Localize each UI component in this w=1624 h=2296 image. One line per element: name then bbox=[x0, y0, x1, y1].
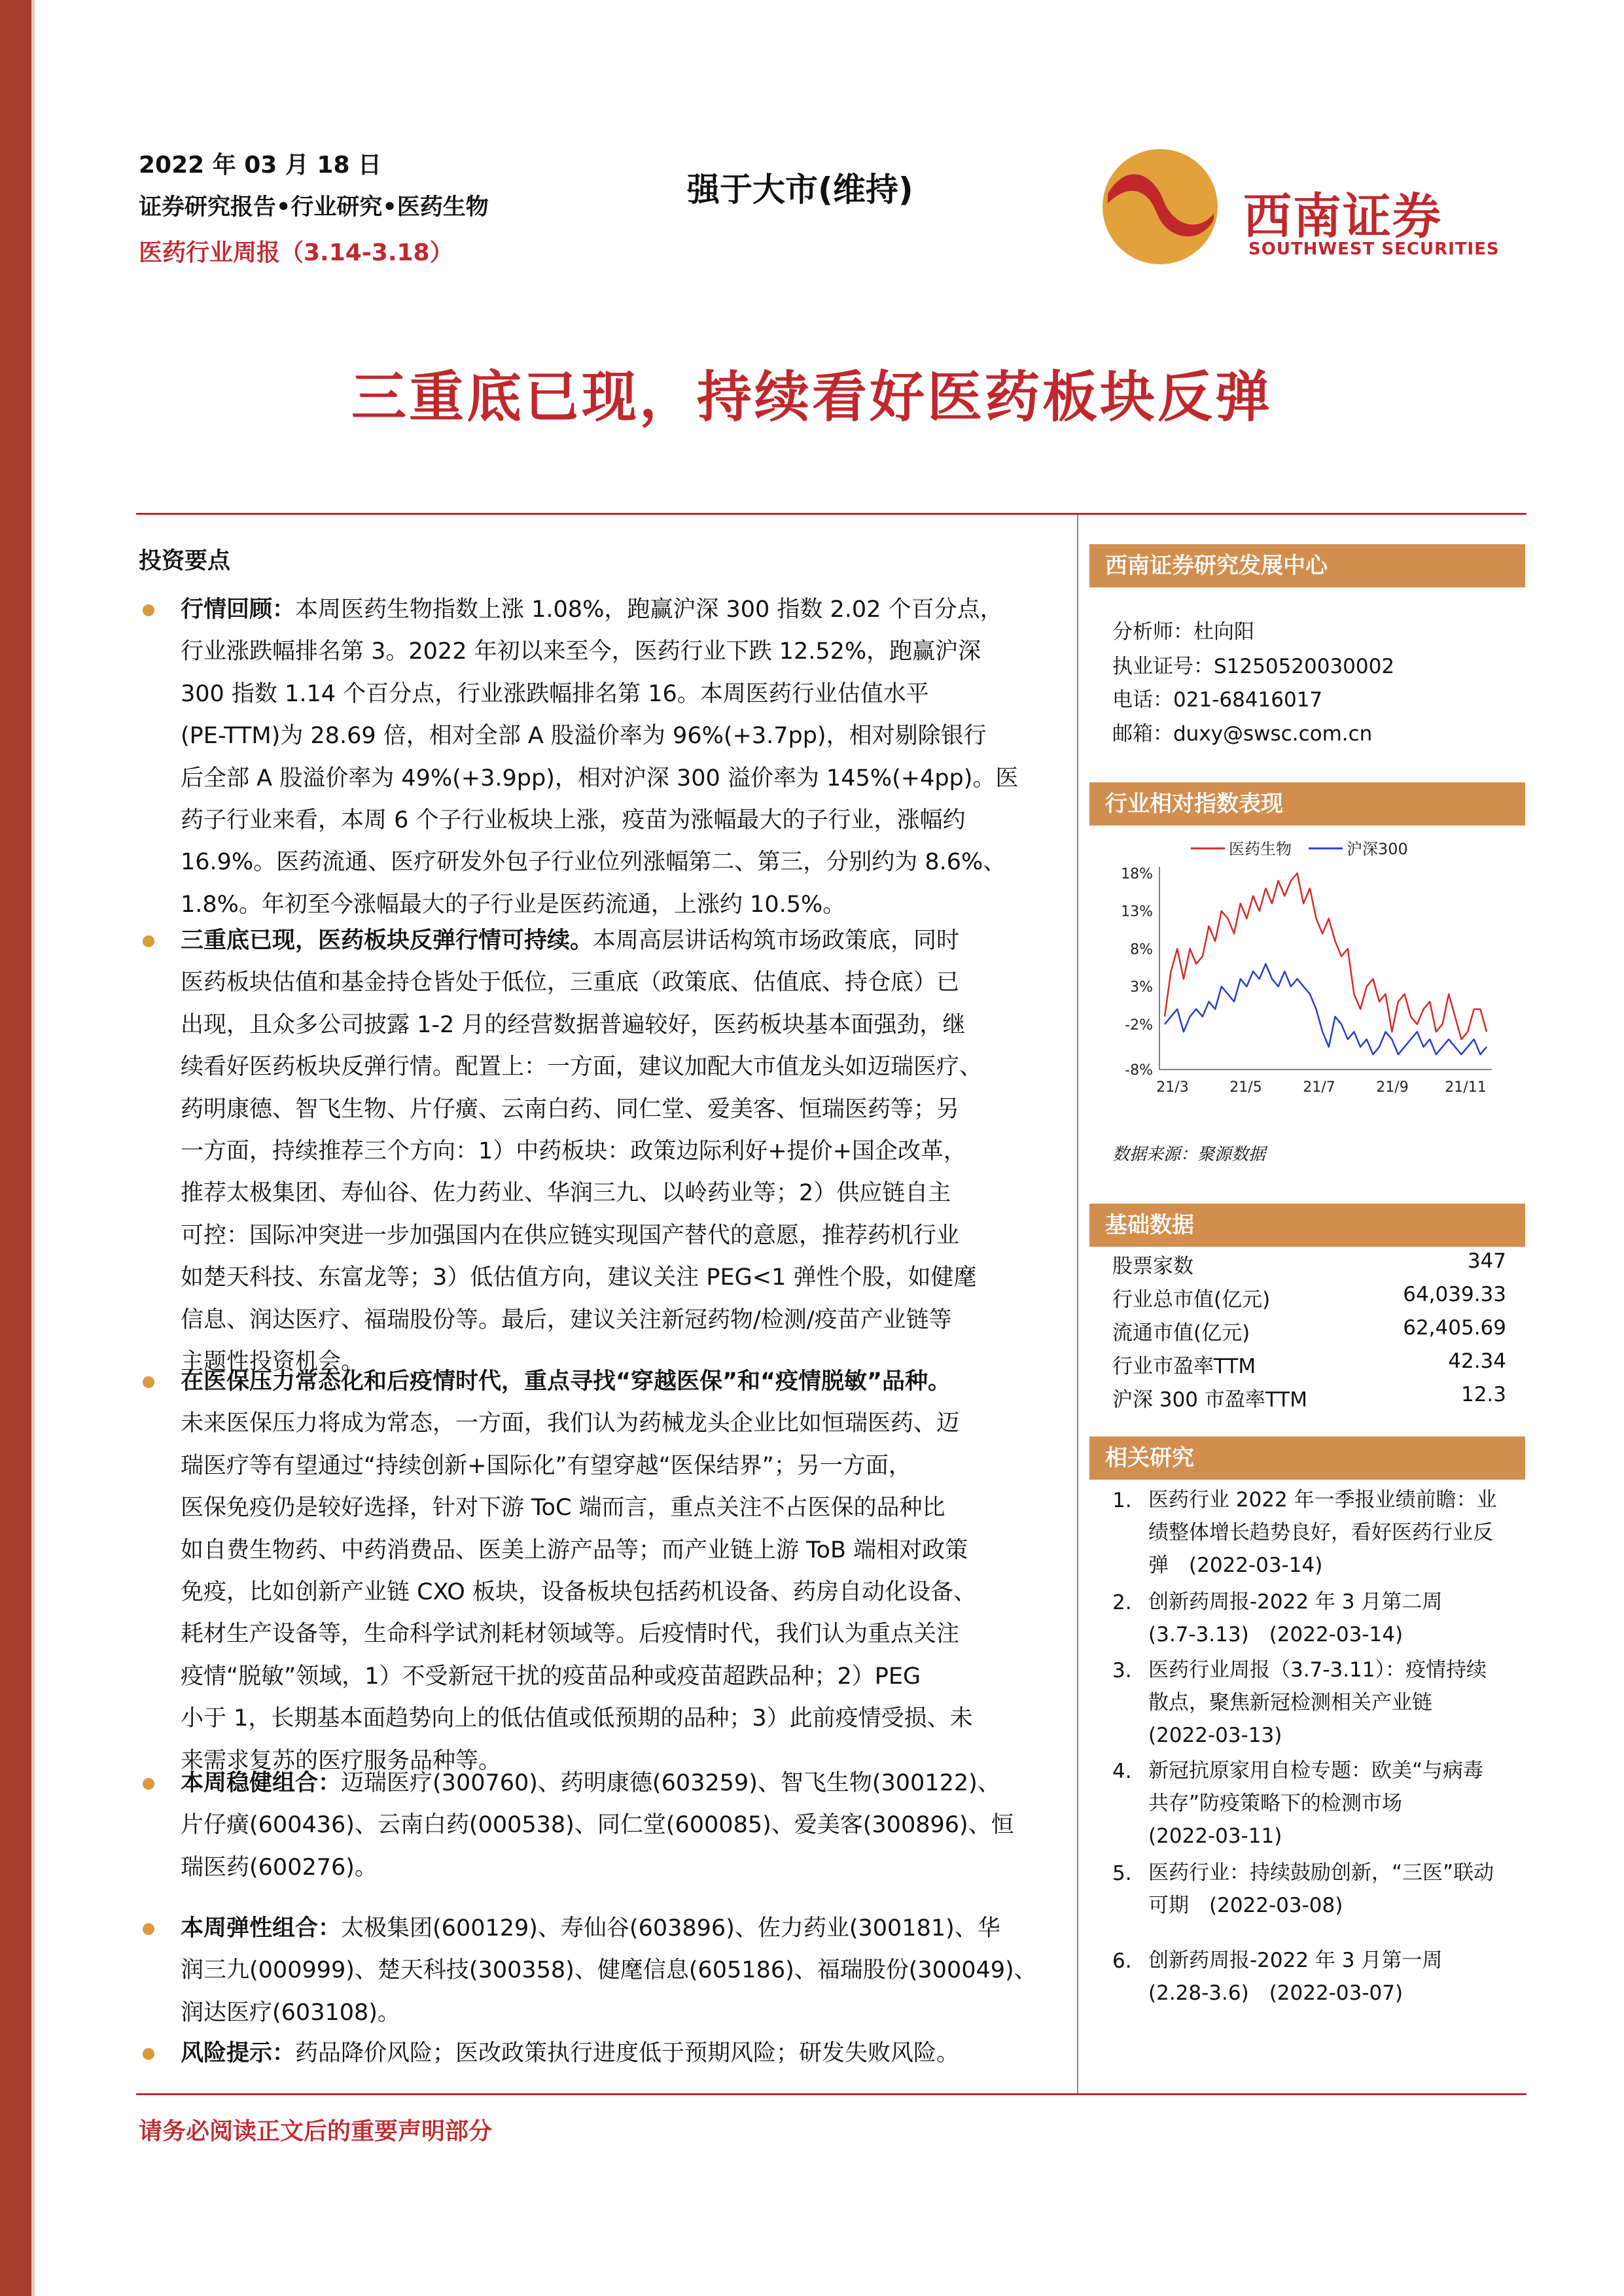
y-tick-label: -8% bbox=[1125, 1062, 1153, 1079]
company-logo-icon bbox=[1101, 148, 1219, 266]
report-type: 证券研究报告•行业研究•医药生物 bbox=[139, 194, 489, 220]
invest-label: 风险提示： bbox=[181, 2040, 296, 2066]
invest-line bbox=[181, 1571, 1057, 1613]
chart-source: 数据来源：聚源数据 bbox=[1112, 1145, 1266, 1164]
related-link[interactable]: 创新药周报-2022 年 3 月第二周 bbox=[1148, 1590, 1443, 1614]
related-link[interactable]: 弹 (2022-03-14) bbox=[1148, 1554, 1323, 1577]
column-divider bbox=[1077, 515, 1078, 2095]
basic-data-label: 沪深 300 市盈率TTM bbox=[1112, 1388, 1307, 1412]
invest-line bbox=[181, 1361, 1057, 1402]
invest-text: 本周高层讲话构筑市场政策底，同时 bbox=[593, 928, 960, 954]
invest-heading: 投资要点 bbox=[139, 548, 231, 574]
invest-text: 主题性投资机会。 bbox=[181, 1349, 364, 1375]
bullet-icon bbox=[143, 1923, 154, 1935]
x-tick-label: 21/5 bbox=[1229, 1079, 1262, 1096]
invest-line bbox=[181, 1847, 1057, 1888]
invest-line bbox=[181, 1402, 1057, 1444]
invest-text: 药品降价风险；医改政策执行进度低于预期风险；研发失败风险。 bbox=[295, 2040, 960, 2066]
invest-text: 1.8%。年初至今涨幅最大的子行业是医药流通，上涨约 10.5%。 bbox=[181, 891, 846, 918]
invest-line bbox=[181, 757, 1057, 799]
invest-text: 一方面，持续推荐三个方向：1）中药板块：政策边际利好+提价+国企改革， bbox=[181, 1138, 966, 1164]
related-link[interactable]: 医药行业：持续鼓励创新，“三医”联动 bbox=[1148, 1861, 1494, 1885]
invest-text: 耗材生产设备等，生命科学试剂耗材领域等。后疫情时代，我们认为重点关注 bbox=[181, 1621, 960, 1648]
rating: 强于大市(维持) bbox=[687, 171, 913, 209]
series-line-0 bbox=[1165, 873, 1487, 1039]
invest-text: 可控：国际冲突进一步加强国内在供应链实现国产替代的意愿，推荐药机行业 bbox=[181, 1222, 960, 1249]
invest-line bbox=[181, 1656, 1057, 1697]
invest-label: 本周稳健组合： bbox=[181, 1770, 342, 1796]
related-research-heading: 相关研究 bbox=[1089, 1436, 1525, 1480]
y-tick-label: 13% bbox=[1121, 903, 1153, 920]
invest-label: 本周弹性组合： bbox=[181, 1915, 342, 1941]
title-divider bbox=[136, 513, 1527, 515]
invest-text: 太极集团(600129)、寿仙谷(603896)、佐力药业(300181)、华 bbox=[341, 1915, 1000, 1941]
related-link[interactable]: 绩整体增长趋势良好，看好医药行业反 bbox=[1148, 1521, 1493, 1544]
basic-data-label: 行业总市值(亿元) bbox=[1112, 1288, 1271, 1312]
related-link[interactable]: (3.7-3.13) (2022-03-14) bbox=[1148, 1623, 1403, 1646]
invest-text: 推荐太极集团、寿仙谷、佐力药业、华润三九、以岭药业等；2）供应链自主 bbox=[181, 1180, 951, 1207]
invest-text: 未来医保压力将成为常态，一方面，我们认为药械龙头企业比如恒瑞医药、迈 bbox=[181, 1410, 960, 1437]
invest-line bbox=[181, 1046, 1057, 1088]
invest-line bbox=[181, 1697, 1057, 1739]
index-chart-heading: 行业相对指数表现 bbox=[1089, 782, 1525, 826]
invest-text: 300 指数 1.14 个百分点，行业涨跌幅排名第 16。本周医药行业估值水平 bbox=[181, 680, 929, 707]
related-link[interactable]: 新冠抗原家用自检专题：欧美“与病毒 bbox=[1148, 1759, 1484, 1783]
legend-label: 沪深300 bbox=[1347, 840, 1408, 858]
invest-text: 瑞医药(600276)。 bbox=[181, 1854, 378, 1881]
related-link[interactable]: 散点，聚焦新冠检测相关产业链 bbox=[1148, 1691, 1432, 1714]
invest-line bbox=[181, 1487, 1057, 1529]
invest-text: 疫情“脱敏”领域，1）不受新冠干扰的疫苗品种或疫苗超跌品种；2）PEG bbox=[181, 1663, 921, 1690]
license-number: 执业证号：S1250520030002 bbox=[1112, 655, 1395, 678]
related-number: 2. bbox=[1112, 1591, 1132, 1614]
invest-text: 如自费生物药、中药消费品、医美上游产品等；而产业链上游 ToB 端相对政策 bbox=[181, 1537, 968, 1563]
related-link[interactable]: 医药行业周报（3.7-3.11）：疫情持续 bbox=[1148, 1658, 1487, 1682]
y-tick-label: 8% bbox=[1130, 941, 1153, 958]
invest-text: 16.9%。医药流通、医疗研发外包子行业位列涨幅第二、第三，分别约为 8.6%、 bbox=[181, 849, 1006, 876]
invest-line bbox=[181, 1088, 1057, 1130]
basic-data-value: 347 bbox=[1467, 1249, 1506, 1273]
invest-text: 如楚天科技、东富龙等；3）低估值方向，建议关注 PEG<1 弹性个股，如健麾 bbox=[181, 1264, 977, 1291]
invest-line bbox=[181, 1257, 1057, 1298]
related-number: 5. bbox=[1112, 1862, 1132, 1885]
invest-text: 药子行业来看，本周 6 个子行业板块上涨，疫苗为涨幅最大的子行业，涨幅约 bbox=[181, 807, 966, 833]
invest-line bbox=[181, 1907, 1057, 1949]
invest-text: 瑞医疗等有望通过“持续创新+国际化”有望穿越“医保结界”；另一方面， bbox=[181, 1452, 911, 1479]
related-link[interactable]: (2022-03-13) bbox=[1148, 1724, 1282, 1747]
x-tick-label: 21/11 bbox=[1445, 1079, 1487, 1096]
invest-text: 药明康德、智飞生物、片仔癀、云南白药、同仁堂、爱美客、恒瑞医药等；另 bbox=[181, 1096, 960, 1122]
invest-text: 出现，且众多公司披露 1-2 月的经营数据普遍较好，医药板块基本面强劲，继 bbox=[181, 1011, 966, 1038]
invest-text: 医保免疫仍是较好选择，针对下游 ToC 端而言，重点关注不占医保的品种比 bbox=[181, 1495, 945, 1522]
basic-data-value: 42.34 bbox=[1448, 1349, 1506, 1373]
related-link[interactable]: 共存”防疫策略下的检测市场 bbox=[1148, 1792, 1403, 1815]
report-title: 三重底已现，持续看好医药板块反弹 bbox=[351, 365, 1273, 429]
basic-data-label: 流通市值(亿元) bbox=[1112, 1321, 1250, 1345]
legend-label: 医药生物 bbox=[1229, 840, 1292, 858]
invest-line bbox=[181, 1613, 1057, 1655]
basic-data-value: 12.3 bbox=[1460, 1383, 1506, 1406]
invest-line bbox=[181, 1299, 1057, 1341]
invest-line bbox=[181, 2032, 1057, 2074]
basic-data-value: 64,039.33 bbox=[1403, 1283, 1506, 1306]
research-center-heading: 西南证券研究发展中心 bbox=[1089, 544, 1525, 587]
invest-line bbox=[181, 920, 1057, 962]
bullet-icon bbox=[143, 1778, 154, 1790]
invest-text: 医药板块估值和基金持仓皆处于低位，三重底（政策底、估值底、持仓底）已 bbox=[181, 969, 960, 996]
invest-line bbox=[181, 1445, 1057, 1487]
invest-line bbox=[181, 1130, 1057, 1172]
analyst: 分析师：杜向阳 bbox=[1112, 620, 1254, 644]
invest-text: 润达医疗(603108)。 bbox=[181, 1999, 400, 2026]
invest-text: 润三九(000999)、楚天科技(300358)、健麾信息(605186)、福瑞股份(300049)、 bbox=[181, 1957, 1037, 1984]
bullet-icon bbox=[143, 604, 154, 616]
invest-text: 行业涨跌幅排名第 3。2022 年初以来至今，医药行业下跌 12.52%，跑赢沪深 bbox=[181, 638, 981, 665]
invest-line bbox=[181, 1004, 1057, 1046]
invest-line bbox=[181, 962, 1057, 1003]
report-date: 2022 年 03 月 18 日 bbox=[139, 152, 382, 179]
invest-line bbox=[181, 715, 1057, 757]
related-number: 4. bbox=[1112, 1760, 1132, 1783]
company-name-cn: 西南证券 bbox=[1243, 188, 1442, 245]
series-line-1 bbox=[1165, 964, 1487, 1054]
company-name-en: SOUTHWEST SECURITIES bbox=[1248, 239, 1500, 259]
related-link[interactable]: 可期 (2022-03-08) bbox=[1148, 1894, 1343, 1917]
invest-text: 后全部 A 股溢价率为 49%(+3.9pp)，相对沪深 300 溢价率为 145%(+4pp)。医 bbox=[181, 765, 1019, 791]
invest-text: 本周医药生物指数上涨 1.08%，跑赢沪深 300 指数 2.02 个百分点， bbox=[295, 597, 1003, 623]
invest-line bbox=[181, 1992, 1057, 2034]
invest-text: 片仔癀(600436)、云南白药(000538)、同仁堂(600085)、爱美客(300896)、恒 bbox=[181, 1812, 1014, 1839]
weekly-label: 医药行业周报（3.14-3.18） bbox=[139, 239, 453, 266]
basic-data-label: 股票家数 bbox=[1112, 1255, 1193, 1278]
invest-line bbox=[181, 799, 1057, 841]
bullet-icon bbox=[143, 1376, 154, 1388]
relative-index-chart bbox=[1112, 834, 1505, 1122]
related-link[interactable]: 医药行业 2022 年一季报业绩前瞻：业 bbox=[1148, 1488, 1497, 1512]
y-tick-label: -2% bbox=[1125, 1017, 1153, 1034]
basic-data-value: 62,405.69 bbox=[1403, 1316, 1506, 1340]
invest-line bbox=[181, 1804, 1057, 1846]
invest-line bbox=[181, 841, 1057, 883]
invest-label: 三重底已现，医药板块反弹行情可持续。 bbox=[181, 928, 593, 954]
x-tick-label: 21/9 bbox=[1376, 1079, 1409, 1096]
invest-text: 续看好医药板块反弹行情。配置上：一方面，建议加配大市值龙头如迈瑞医疗、 bbox=[181, 1054, 983, 1081]
phone: 电话：021-68416017 bbox=[1112, 688, 1323, 712]
invest-label: 行情回顾： bbox=[181, 597, 296, 623]
basic-data-label: 行业市盈率TTM bbox=[1112, 1355, 1256, 1378]
y-tick-label: 3% bbox=[1130, 979, 1153, 996]
invest-label: 在医保压力常态化和后疫情时代，重点寻找“穿越医保”和“疫情脱敏”品种。 bbox=[181, 1368, 951, 1395]
bullet-icon bbox=[143, 935, 154, 947]
invest-line bbox=[181, 673, 1057, 715]
invest-text: 来需求复苏的医疗服务品种等。 bbox=[181, 1747, 502, 1774]
bullet-icon bbox=[143, 2048, 154, 2060]
related-link[interactable]: (2.28-3.6) (2022-03-07) bbox=[1148, 1981, 1403, 2005]
invest-line bbox=[181, 1529, 1057, 1571]
invest-line bbox=[181, 1949, 1057, 1991]
related-number: 3. bbox=[1112, 1659, 1132, 1682]
related-link[interactable]: (2022-03-11) bbox=[1148, 1824, 1282, 1848]
related-number: 6. bbox=[1112, 1949, 1132, 1973]
invest-text: 小于 1，长期基本面趋势向上的低估值或低预期的品种；3）此前疫情受损、未 bbox=[181, 1705, 973, 1732]
related-link[interactable]: 创新药周报-2022 年 3 月第一周 bbox=[1148, 1949, 1443, 1972]
footer-disclaimer: 请务必阅读正文后的重要声明部分 bbox=[139, 2118, 493, 2145]
invest-line bbox=[181, 1215, 1057, 1257]
basic-data-heading: 基础数据 bbox=[1089, 1204, 1525, 1247]
invest-text: 免疫，比如创新产业链 CXO 板块，设备板块包括药机设备、药房自动化设备、 bbox=[181, 1579, 976, 1605]
footer-divider bbox=[136, 2093, 1527, 2095]
invest-line bbox=[181, 1172, 1057, 1214]
x-tick-label: 21/7 bbox=[1303, 1079, 1335, 1096]
invest-text: 信息、润达医疗、福瑞股份等。最后，建议关注新冠药物/检测/疫苗产业链等 bbox=[181, 1306, 952, 1333]
invest-line bbox=[181, 631, 1057, 672]
invest-text: 迈瑞医疗(300760)、药明康德(603259)、智飞生物(300122)、 bbox=[341, 1770, 1000, 1796]
y-tick-label: 18% bbox=[1121, 866, 1153, 882]
left-accent-bar-inner bbox=[31, 0, 35, 2296]
left-accent-bar bbox=[0, 0, 31, 2296]
related-number: 1. bbox=[1112, 1489, 1132, 1512]
invest-line bbox=[181, 589, 1057, 631]
x-tick-label: 21/3 bbox=[1156, 1079, 1189, 1096]
email[interactable]: 邮箱：duxy@swsc.com.cn bbox=[1112, 722, 1373, 746]
invest-text: (PE-TTM)为 28.69 倍，相对全部 A 股溢价率为 96%(+3.7pp)，相对剔除银行 bbox=[181, 723, 987, 750]
invest-line bbox=[181, 1762, 1057, 1804]
